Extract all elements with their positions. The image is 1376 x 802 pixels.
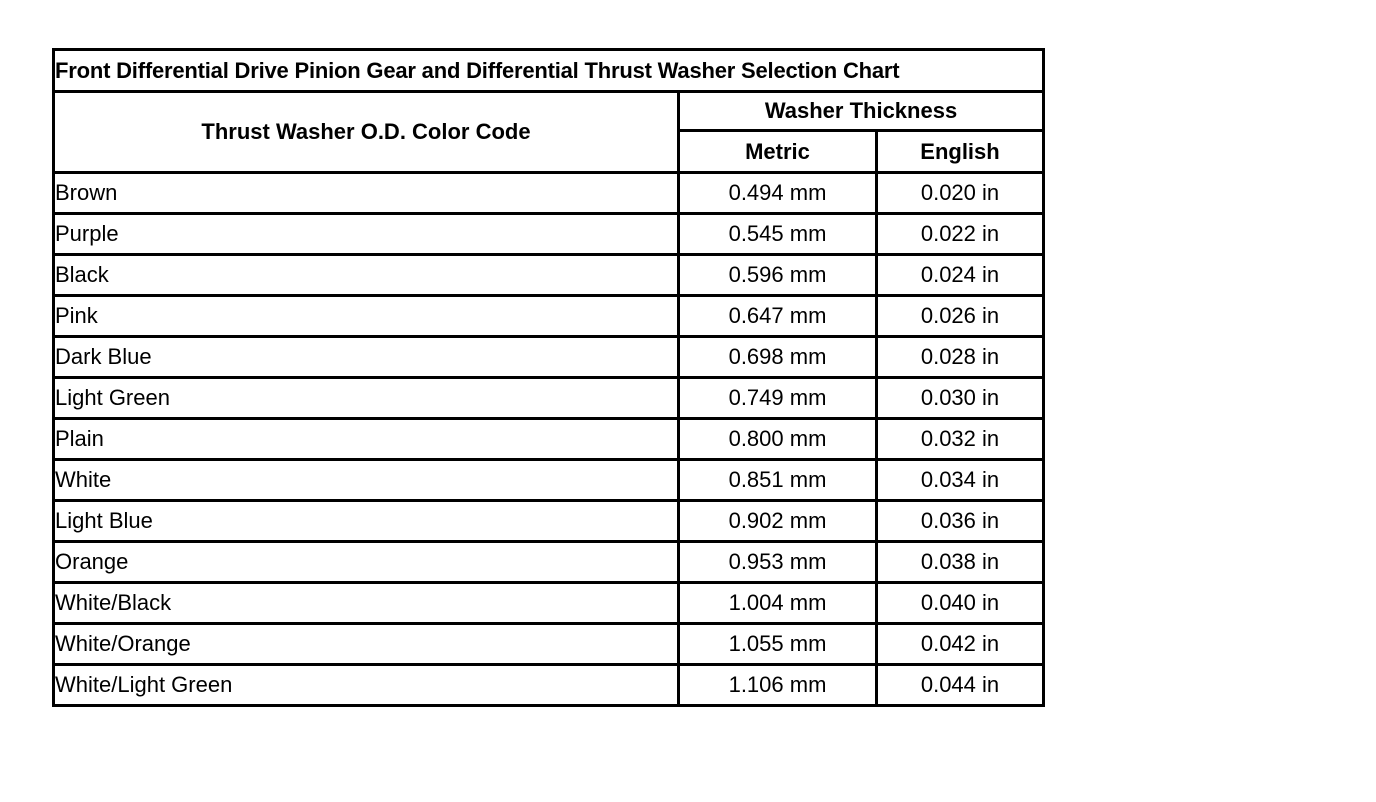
table-row xyxy=(54,542,1044,583)
table-row xyxy=(54,255,1044,296)
table-row xyxy=(54,460,1044,501)
table-row xyxy=(54,173,1044,214)
metric-cell: 0.698 mm xyxy=(679,337,877,378)
metric-cell: 0.749 mm xyxy=(679,378,877,419)
table-row xyxy=(54,624,1044,665)
metric-cell: 1.106 mm xyxy=(679,665,877,706)
english-cell: 0.038 in xyxy=(877,542,1044,583)
color-cell: White/Orange xyxy=(54,624,679,665)
color-cell: White/Light Green xyxy=(54,665,679,706)
color-cell: Black xyxy=(54,255,679,296)
table-row xyxy=(54,583,1044,624)
metric-cell: 0.953 mm xyxy=(679,542,877,583)
english-cell: 0.042 in xyxy=(877,624,1044,665)
color-code-header: Thrust Washer O.D. Color Code xyxy=(54,92,679,173)
english-cell: 0.028 in xyxy=(877,337,1044,378)
english-cell: 0.044 in xyxy=(877,665,1044,706)
table-row xyxy=(54,296,1044,337)
title-row xyxy=(54,50,1044,92)
table-row xyxy=(54,378,1044,419)
metric-header: Metric xyxy=(679,131,877,173)
color-cell: Dark Blue xyxy=(54,337,679,378)
color-cell: Purple xyxy=(54,214,679,255)
color-cell: Pink xyxy=(54,296,679,337)
metric-cell: 0.596 mm xyxy=(679,255,877,296)
metric-cell: 1.055 mm xyxy=(679,624,877,665)
english-cell: 0.020 in xyxy=(877,173,1044,214)
table-body xyxy=(54,173,1044,706)
table-row xyxy=(54,337,1044,378)
header-row-1 xyxy=(54,92,1044,131)
english-cell: 0.024 in xyxy=(877,255,1044,296)
english-cell: 0.040 in xyxy=(877,583,1044,624)
color-cell: Orange xyxy=(54,542,679,583)
color-cell: Brown xyxy=(54,173,679,214)
english-header: English xyxy=(877,131,1044,173)
metric-cell: 0.851 mm xyxy=(679,460,877,501)
color-cell: Plain xyxy=(54,419,679,460)
chart-title: Front Differential Drive Pinion Gear and Differential Thrust Washer Selection Chart xyxy=(54,50,1044,92)
color-cell: White/Black xyxy=(54,583,679,624)
english-cell: 0.034 in xyxy=(877,460,1044,501)
metric-cell: 0.545 mm xyxy=(679,214,877,255)
metric-cell: 0.800 mm xyxy=(679,419,877,460)
metric-cell: 0.494 mm xyxy=(679,173,877,214)
english-cell: 0.036 in xyxy=(877,501,1044,542)
table-row xyxy=(54,665,1044,706)
washer-thickness-header: Washer Thickness xyxy=(679,92,1044,131)
table-row xyxy=(54,419,1044,460)
metric-cell: 0.902 mm xyxy=(679,501,877,542)
metric-cell: 0.647 mm xyxy=(679,296,877,337)
table-row xyxy=(54,501,1044,542)
color-cell: Light Green xyxy=(54,378,679,419)
english-cell: 0.032 in xyxy=(877,419,1044,460)
table-row xyxy=(54,214,1044,255)
thrust-washer-selection-chart xyxy=(52,48,1045,707)
english-cell: 0.022 in xyxy=(877,214,1044,255)
color-cell: Light Blue xyxy=(54,501,679,542)
color-cell: White xyxy=(54,460,679,501)
metric-cell: 1.004 mm xyxy=(679,583,877,624)
english-cell: 0.026 in xyxy=(877,296,1044,337)
english-cell: 0.030 in xyxy=(877,378,1044,419)
